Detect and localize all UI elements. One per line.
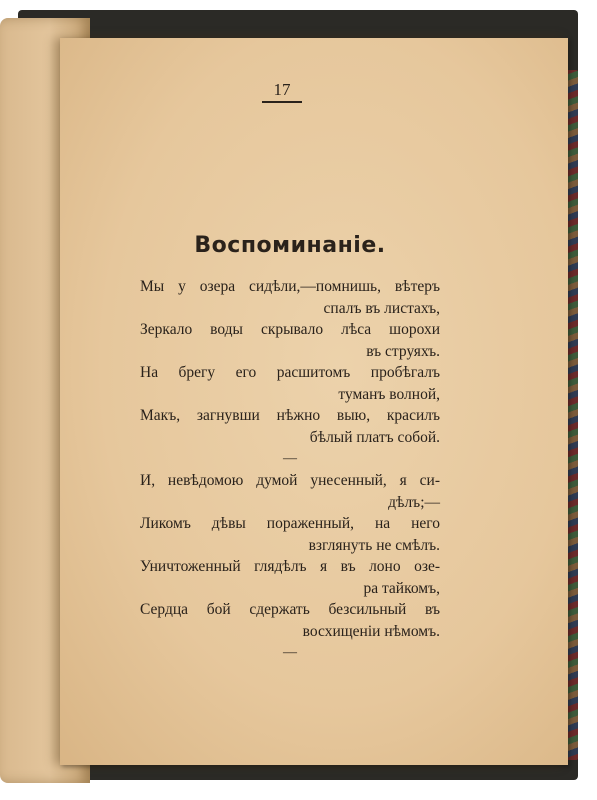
verse-line <box>140 362 440 405</box>
verse-continuation: въ струяхъ. <box>366 342 440 360</box>
verse-text: Зеркало воды скрывало лѣса шорохи <box>140 321 440 338</box>
poem-title: Воспоминаніе. <box>194 233 386 258</box>
verse-line <box>140 556 440 599</box>
stanza-1 <box>140 276 440 448</box>
verse-text: Мы у озера сидѣли,—помнишь, вѣтеръ <box>140 278 440 295</box>
verse-continuation: взглянуть не смѣлъ. <box>308 536 440 554</box>
stanza-separator: — <box>283 451 297 466</box>
verse-continuation: бѣлый платъ собой. <box>309 428 440 446</box>
verse-text: Макъ, загнувши нѣжно выю, красилъ <box>140 407 440 424</box>
verse-text: На брегу его расшитомъ пробѣгалъ <box>140 364 440 381</box>
verse-continuation: дѣлъ;— <box>388 493 440 511</box>
verse-line <box>140 513 440 556</box>
stanza-2 <box>140 470 440 642</box>
verse-line <box>140 405 440 448</box>
verse-continuation: спалъ въ листахъ, <box>323 299 440 317</box>
verse-line <box>140 319 440 362</box>
verse-text: Уничтоженный глядѣлъ я въ лоно озе- <box>140 558 440 575</box>
poem-body <box>140 276 440 664</box>
page-number: 17 <box>262 80 302 103</box>
verse-line <box>140 599 440 642</box>
verse-text: И, невѣдомою думой унесенный, я си- <box>140 472 440 489</box>
verse-continuation: восхищеніи нѣмомъ. <box>302 622 440 640</box>
verse-continuation: туманъ волной, <box>338 385 440 403</box>
verse-text: Ликомъ дѣвы пораженный, на него <box>140 515 440 532</box>
stanza-separator: — <box>283 645 297 660</box>
verse-line <box>140 470 440 513</box>
verse-text: Сердца бой сдержать безсильный въ <box>140 601 440 618</box>
verse-continuation: ра тайкомъ, <box>363 579 440 597</box>
verse-line <box>140 276 440 319</box>
